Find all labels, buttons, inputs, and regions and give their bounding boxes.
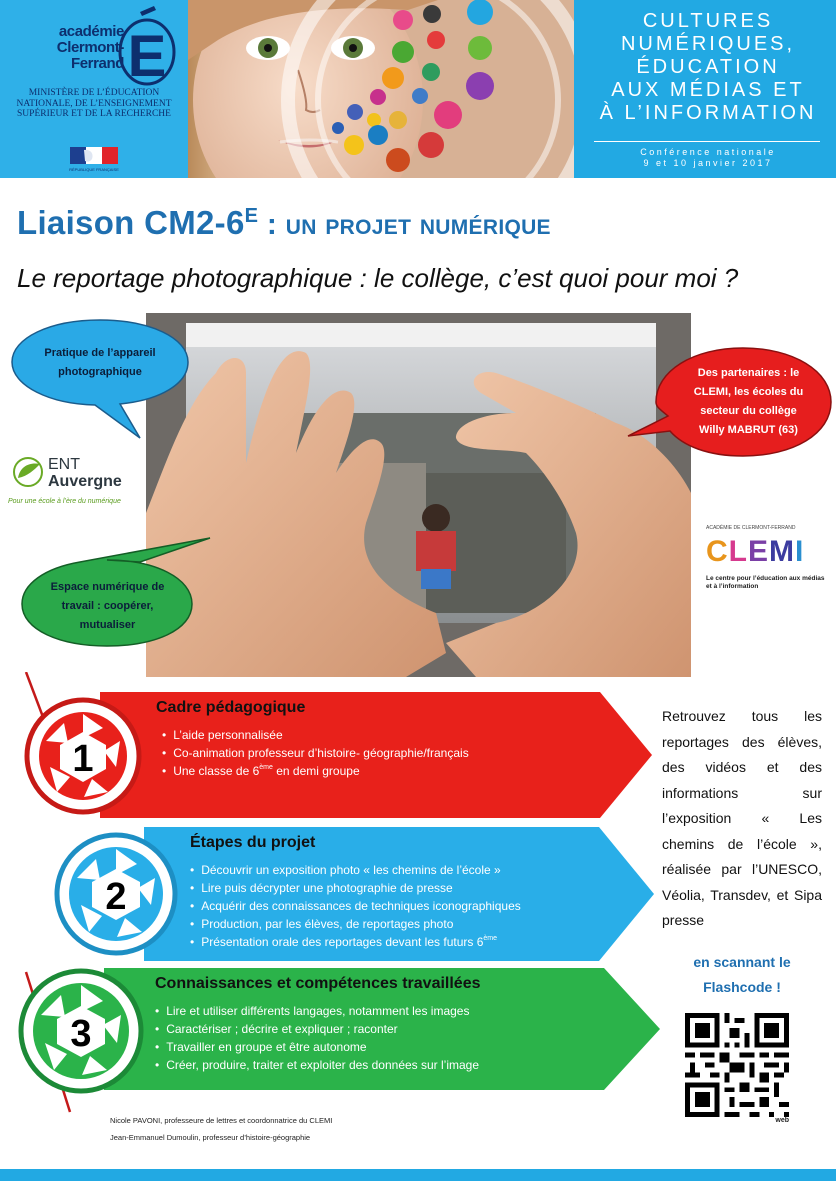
scan-prompt: en scannant le Flashcode ! — [693, 954, 791, 995]
section-title: Cadre pédagogique — [156, 699, 306, 716]
bubble-digital-workspace: Espace numérique de travail : coopérer, mutualiser — [20, 548, 195, 648]
list-item: • Acquérir des connaissances de techniques iconographiques — [190, 897, 521, 915]
page-subtitle: Le reportage photographique : le collège, c’est quoi pour moi ? — [17, 263, 739, 293]
footer-bar — [0, 1169, 836, 1181]
french-republic-flag-icon — [70, 147, 118, 164]
svg-text:3: 3 — [70, 1013, 92, 1055]
ent-auvergne-logo — [8, 452, 148, 512]
ministry-name: MINISTÈRE DE L’ÉDUCATION NATIONALE, DE L’ENSEIGNEMENT SUPÉRIEUR ET DE LA RECHERCHE — [16, 88, 172, 119]
section-title: Étapes du projet — [190, 834, 316, 851]
page-title: Liaison $CM2-6^E$ : un projet numérique — [17, 204, 551, 241]
section-3-aperture-badge-icon — [18, 968, 144, 1094]
section-2-aperture-badge-icon — [54, 832, 178, 956]
side-info-text: Retrouvez tous les reportages des élèves, des vidéos et des informations sur l’exposition « Les chemins de l’école », réalisée par l’UNESCO, Véolia, Transdev, et Sipa presse — [662, 708, 822, 928]
credits: Nicole PAVONI, professeure de lettres et coordonnatrice du CLEMI Jean-Emmanuel Dumoulin, professeur d’histoire-géographie — [110, 1116, 333, 1142]
clemi-logo — [706, 525, 826, 605]
flashcode-qr-icon[interactable] — [685, 1013, 789, 1117]
section-1-aperture-badge-icon — [24, 697, 142, 815]
list-item: • Production, par les élèves, de reportages photo — [190, 915, 521, 933]
list-item: • Lire et utiliser différents langages, notamment les images — [155, 1002, 479, 1020]
svg-text:1: 1 — [72, 738, 94, 780]
bubble-partners: Des partenaires : le CLEMI, les écoles du secteur du collège Willy MABRUT (63) — [648, 346, 833, 458]
svg-text:E: E — [127, 24, 167, 86]
section-items — [155, 1002, 479, 1074]
list-item: • Lire puis décrypter une photographie de presse — [190, 879, 521, 897]
clemi-wordmark: CLEMI — [706, 535, 805, 568]
list-item: • Présentation orale des reportages devant les futurs 6ème — [190, 933, 521, 954]
clemi-academy: ACADÉMIE DE CLERMONT-FERRAND — [706, 525, 796, 531]
section-title: Connaissances et compétences travaillées — [155, 975, 481, 992]
svg-text:2: 2 — [105, 876, 127, 918]
list-item: • Travailler en groupe et être autonome — [155, 1038, 479, 1056]
list-item: • Découvrir un exposition photo « les chemins de l’école » — [190, 861, 521, 879]
hands-heart-photo — [146, 313, 691, 677]
poster-header — [0, 0, 836, 178]
academy-logo-block — [0, 0, 188, 178]
republic-caption: RÉPUBLIQUE FRANÇAISE — [69, 167, 119, 172]
list-item: • Co-animation professeur d’histoire- géographie/français — [162, 744, 469, 762]
conference-banner — [574, 0, 836, 178]
list-item: • Créer, produire, traiter et exploiter des données sur l’image — [155, 1056, 479, 1074]
list-item: • Une classe de 6ème en demi groupe — [162, 762, 469, 783]
ent-name: ENT Auvergne — [48, 456, 122, 490]
conference-divider — [594, 141, 820, 142]
qr-caption: web — [775, 1117, 789, 1124]
conference-title: CULTURES NUMÉRIQUES, ÉDUCATION AUX MÉDIAS ET À L’INFORMATION — [599, 10, 817, 124]
clemi-subtitle: Le centre pour l’éducation aux médias et à l’information — [706, 575, 825, 590]
section-items — [162, 726, 469, 783]
bubble-camera-practice: Pratique de l’appareil photographique — [10, 318, 190, 408]
ent-tagline: Pour une école à l’ère du numérique — [8, 498, 121, 505]
conference-subtitle: Conférence nationale 9 et 10 janvier 2017 — [640, 147, 776, 168]
list-item: • Caractériser ; décrire et expliquer ; raconter — [155, 1020, 479, 1038]
section-items — [190, 861, 521, 954]
academy-e-logo-icon — [118, 6, 176, 86]
list-item: • L’aide personnalisée — [162, 726, 469, 744]
ent-leaf-icon — [10, 454, 46, 490]
academy-name: académie Clermont-Ferrand — [56, 23, 124, 72]
header-girl-with-app-icons-image — [188, 0, 574, 178]
